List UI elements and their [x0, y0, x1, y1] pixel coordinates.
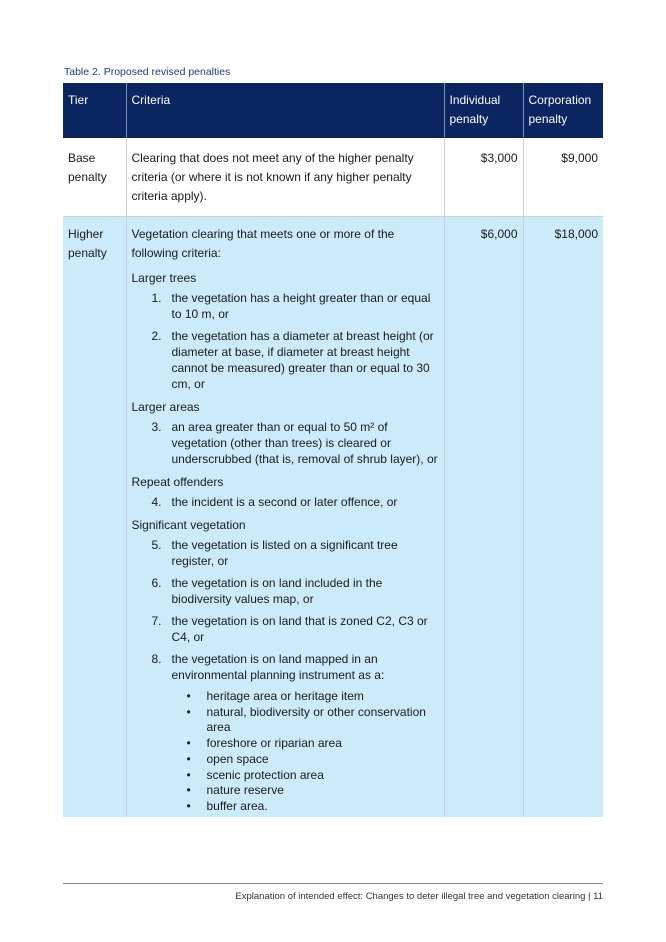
bullet-icon: •	[186, 689, 191, 703]
higher-individual-penalty: $6,000	[444, 217, 523, 817]
bullet-text: buffer area.	[206, 798, 268, 813]
higher-tier: Higher penalty	[63, 217, 126, 817]
item-number: 5.	[151, 538, 162, 552]
item-number: 3.	[151, 420, 162, 434]
bullet-item	[132, 799, 439, 815]
criteria-list	[132, 537, 439, 683]
list-item	[132, 613, 439, 645]
criteria-list	[132, 419, 439, 467]
item-text: the vegetation is listed on a significant tree register, or	[171, 538, 398, 568]
higher-criteria-intro: Vegetation clearing that meets one or more of the following criteria:	[131, 227, 395, 260]
bullet-icon: •	[186, 767, 191, 782]
bullet-item	[132, 768, 439, 784]
list-item	[132, 575, 439, 607]
section-heading: Larger areas	[131, 400, 200, 414]
list-item	[132, 328, 439, 392]
table-header-row	[63, 83, 603, 138]
bullet-text: heritage area or heritage item	[206, 689, 364, 703]
table-caption: Table 2. Proposed revised penalties	[64, 66, 231, 78]
item-text: the vegetation is on land that is zoned C2, C3 or C4, or	[171, 614, 428, 644]
higher-criteria	[126, 217, 444, 817]
bullet-text: open space	[206, 751, 269, 766]
list-item	[132, 494, 439, 510]
header-tier: Tier	[63, 83, 126, 138]
section-heading: Larger trees	[131, 271, 197, 285]
higher-corporation-penalty: $18,000	[523, 217, 603, 817]
item-number: 2.	[151, 329, 162, 343]
base-corporation-penalty: $9,000	[523, 138, 603, 217]
bullet-icon: •	[186, 704, 191, 719]
bullet-text: natural, biodiversity or other conservation area	[206, 704, 426, 735]
item-number: 7.	[151, 614, 162, 628]
header-criteria: Criteria	[126, 83, 444, 138]
bullet-icon: •	[186, 751, 191, 766]
bullet-icon: •	[186, 798, 191, 813]
bullet-text: scenic protection area	[206, 767, 324, 782]
bullet-item	[132, 752, 439, 768]
list-item	[132, 651, 439, 683]
item-text: the vegetation has a diameter at breast height (or diameter at base, if diameter at breast height cannot be measured) greater than or equal to 30 cm, or	[171, 329, 434, 391]
list-item	[132, 537, 439, 569]
item-text: the vegetation has a height greater than or equal to 10 m, or	[171, 291, 431, 321]
bullet-icon: •	[186, 783, 191, 798]
base-tier: Base penalty	[63, 138, 126, 217]
list-item	[132, 419, 439, 467]
criteria-list	[132, 290, 439, 392]
item-number: 6.	[151, 576, 162, 590]
header-corporation-penalty: Corporation penalty	[523, 83, 603, 138]
list-item	[132, 290, 439, 322]
item-text: an area greater than or equal to 50 m² of vegetation (other than trees) is cleared or underscrubbed (that is, removal of shrub layer), or	[171, 420, 438, 466]
item-number: 8.	[151, 652, 162, 666]
bullet-item	[132, 705, 439, 736]
item-number: 1.	[151, 291, 162, 305]
item-number: 4.	[151, 495, 162, 509]
bullet-icon: •	[186, 736, 191, 751]
section-heading: Repeat offenders	[131, 475, 224, 489]
item-text: the vegetation is on land included in the biodiversity values map, or	[171, 576, 383, 606]
base-individual-penalty: $3,000	[444, 138, 523, 217]
penalties-table	[63, 83, 603, 817]
bullet-text: foreshore or riparian area	[206, 736, 342, 751]
footer-divider	[63, 883, 603, 884]
table-row-higher	[63, 217, 603, 817]
criteria-list	[132, 494, 439, 510]
bullet-list	[132, 689, 439, 815]
header-individual-penalty: Individual penalty	[444, 83, 523, 138]
item-text: the incident is a second or later offence, or	[171, 495, 398, 509]
item-text: the vegetation is on land mapped in an environmental planning instrument as a:	[171, 652, 385, 682]
table-row-base	[63, 138, 603, 217]
section-heading: Significant vegetation	[131, 518, 246, 532]
bullet-item	[132, 783, 439, 799]
bullet-text: nature reserve	[206, 783, 284, 798]
base-criteria: Clearing that does not meet any of the higher penalty criteria (or where it is not known if any higher penalty criteria apply).	[126, 138, 444, 217]
bullet-item	[132, 736, 439, 752]
page-footer: Explanation of intended effect: Changes to deter illegal tree and vegetation clearing | 11	[235, 891, 603, 902]
bullet-item	[132, 689, 439, 705]
